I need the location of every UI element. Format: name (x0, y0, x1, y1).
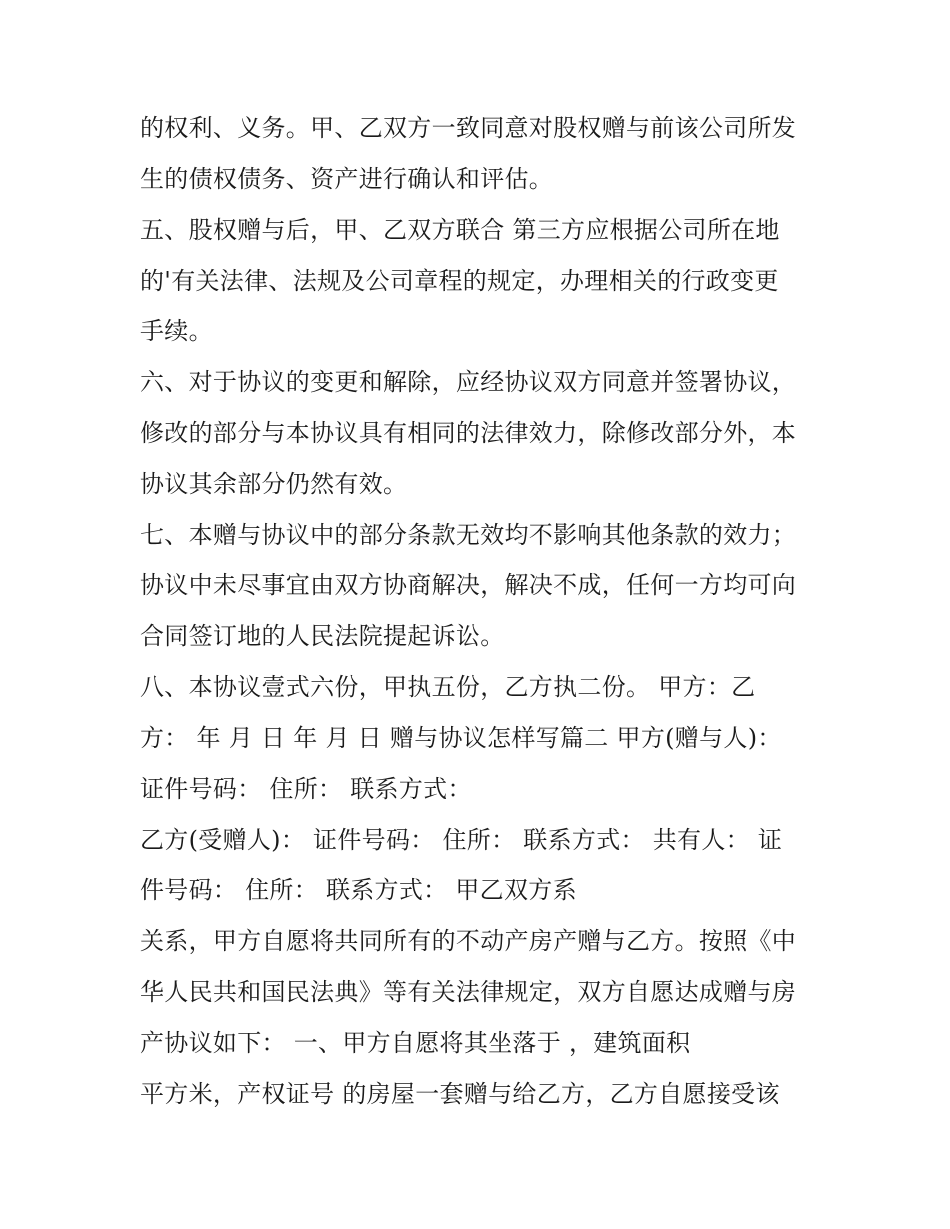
text-line: 方： 年 月 日 年 月 日 赠与协议怎样写篇二 甲方(赠与人)： (140, 724, 782, 752)
text-line: 五、股权赠与后，甲、乙双方联合 第三方应根据公司所在地 (140, 216, 780, 244)
text-line: 六、对于协议的变更和解除，应经协议双方同意并签署协议， (140, 368, 797, 396)
text-line: 生的债权债务、资产进行确认和评估。 (140, 165, 554, 193)
text-line: 产协议如下： 一、甲方自愿将其坐落于 ，建筑面积 (140, 1029, 691, 1057)
text-line: 协议其余部分仍然有效。 (140, 470, 408, 498)
text-line: 协议中未尽事宜由双方协商解决，解决不成，任何一方均可向 (140, 571, 797, 599)
text-line: 平方米，产权证号 的房屋一套赠与给乙方，乙方自愿接受该 (140, 1080, 780, 1108)
text-line: 华人民共和国民法典》等有关法律规定，双方自愿达成赠与房 (140, 978, 797, 1006)
text-line: 件号码： 住所： 联系方式： 甲乙双方系 (140, 876, 577, 904)
text-line: 手续。 (140, 317, 213, 345)
text-line: 修改的部分与本协议具有相同的法律效力，除修改部分外，本 (140, 419, 797, 447)
text-line: 八、本协议壹式六份，甲执五份，乙方执二份。 甲方：乙 (140, 673, 756, 701)
text-line: 的权利、义务。甲、乙双方一致同意对股权赠与前该公司所发 (140, 114, 797, 142)
text-line: 关系，甲方自愿将共同所有的不动产房产赠与乙方。按照《中 (140, 927, 797, 955)
text-line: 七、本赠与协议中的部分条款无效均不影响其他条款的效力； (140, 521, 797, 549)
text-line: 乙方(受赠人)： 证件号码： 住所： 联系方式： 共有人： 证 (140, 826, 783, 854)
text-line: 合同签订地的人民法院提起诉讼。 (140, 622, 505, 650)
text-line: 的'有关法律、法规及公司章程的规定，办理相关的行政变更 (140, 267, 779, 295)
text-line: 证件号码： 住所： 联系方式： (140, 775, 472, 803)
